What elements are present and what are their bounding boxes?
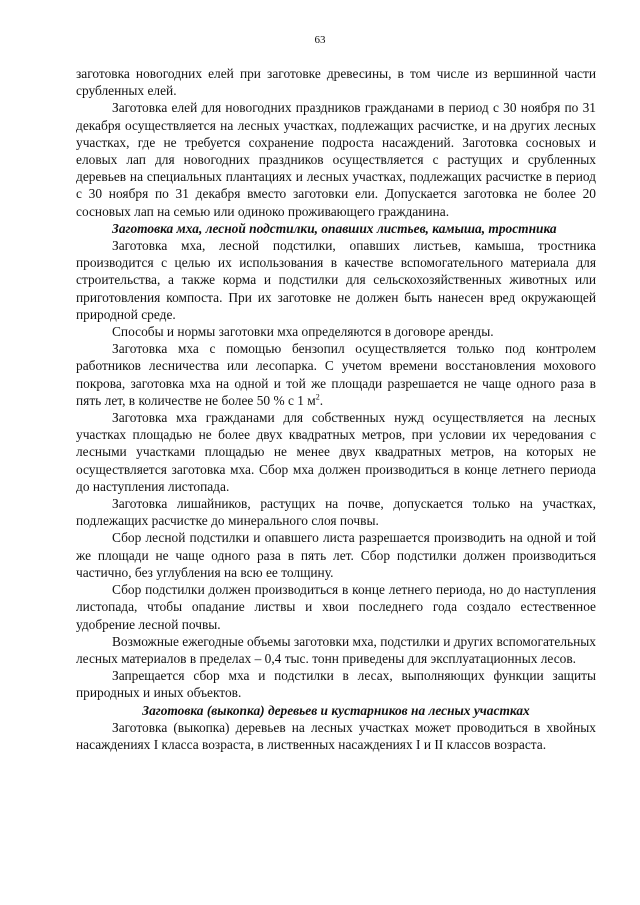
paragraph: Заготовка мха гражданами для собственных нужд осуществляется на лесных участках площадью не более двух квадратных метров, при условии их чередования с лесными участками площадью не менее двух квадратных метров, на которых не осуществляется заготовка мха. Сбор мха должен производиться в конце летнего периода до наступления листопада. <box>76 410 596 494</box>
paragraph: Запрещается сбор мха и подстилки в лесах, выполняющих функции защиты природных и иных объектов. <box>76 668 596 701</box>
paragraph: Заготовка (выкопка) деревьев на лесных участках может проводиться в хвойных насаждениях I класса возраста, в лиственных насаждениях I и II классов возраста. <box>76 719 596 752</box>
paragraph: заготовка новогодних елей при заготовке древесины, в том числе из вершинной части срубленных елей. <box>76 66 596 99</box>
paragraph: Способы и нормы заготовки мха определяются в договоре аренды. <box>112 324 494 340</box>
paragraph: Заготовка лишайников, растущих на почве, допускается только на участках, подлежащих расчистке до минерального слоя почвы. <box>76 496 596 529</box>
document-body <box>76 65 596 753</box>
paragraph: Заготовка мха, лесной подстилки, опавших листьев, камыша, тростника производится с целью их использования в качестве вспомогательного материала для строительства, а также корма и подстилки для сельскохозяйственных животных или приготовления компоста. При их заготовке не должен быть нанесен вред окружающей природной среде. <box>76 238 596 322</box>
paragraph: Сбор лесной подстилки и опавшего листа разрешается производить на одной и той же площади не чаще одного раза в пять лет. Сбор подстилки должен производиться частично, без углубления на всю ее толщину. <box>76 530 596 580</box>
section-heading: Заготовка (выкопка) деревьев и кустарников на лесных участках <box>142 702 530 718</box>
paragraph-end: . <box>319 392 324 408</box>
paragraph <box>76 340 596 409</box>
superscript: 2 <box>315 392 320 402</box>
paragraph-text: Заготовка мха с помощью бензопил осуществляется только под контролем работников лесничества или лесопарка. С учетом времени восстановления мохового покрова, заготовка мха на одной и той же площади разрешается не чаще одного раза в пять лет, в количестве не более 50 % с 1 м <box>76 341 596 408</box>
paragraph: Возможные ежегодные объемы заготовки мха, подстилки и других вспомогательных лесных материалов в пределах – 0,4 тыс. тонн приведены для эксплуатационных лесов. <box>76 633 596 666</box>
paragraph: Сбор подстилки должен производиться в конце летнего периода, но до наступления листопада, чтобы опадание листвы и хвои последнего года создало естественное удобрение лесной почвы. <box>76 582 596 632</box>
section-heading: Заготовка мха, лесной подстилки, опавших листьев, камыша, тростника <box>112 220 557 236</box>
page-number: 63 <box>314 34 326 46</box>
paragraph: Заготовка елей для новогодних праздников гражданами в период с 30 ноября по 31 декабря осуществляется на лесных участках, подлежащих расчистке, и на других лесных участках, где не требуется сохранение подроста насаждений. Заготовка сосновых и еловых лап для новогодних праздников осуществляется с растущих и срубленных деревьев на специальных плантациях и лесных участках, подлежащих расчистке в период с 30 ноября по 31 декабря вместо заготовки ели. Допускается заготовка не более 20 сосновых лап на семью или одиноко проживающего гражданина. <box>76 100 596 219</box>
